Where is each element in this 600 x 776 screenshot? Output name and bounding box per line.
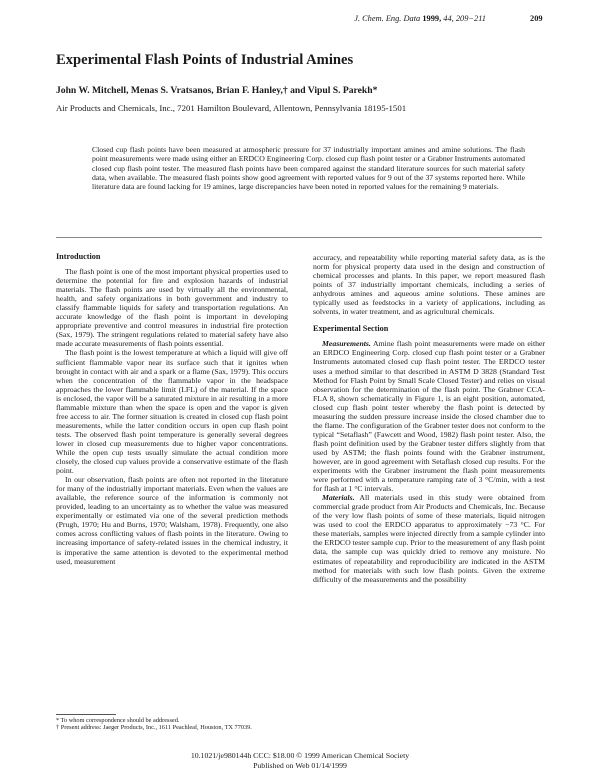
page-footer xyxy=(0,751,600,770)
section-divider xyxy=(56,237,542,238)
measurements-text: Amine flash point measurements were made on either an ERDCO Engineering Corp. closed cup flash point tester or a Grabner Instruments automated closed cup flash point tester. The ERDCO tester uses a method similar to that described in ASTM D 3828 (Standard Test Method for Flash Point by Small Scale Closed Tester) and relies on visual observation for the determination of the flash point. The Grabner CCA-FLA 8, shown schematically in Figure 1, is an eight position, automated, closed cup flash point tester whereby the flash point is detected by measuring the sudden pressure increase inside the closed chamber due to the flame. The configuration of the Grabner tester does not conform to the typical “Setaflash” (Fawcett and Wood, 1982) flash point tester. Also, the flash point definition used by the Grabner tester differs slightly from that used by ASTM; the flash points found with the Grabner instrument, however, are in good agreement with Setaflash closed cup results. For the experiments with the Grabner instrument the flash point measurements were performed with a temperature ramping rate of 3 °C/min, with a test for flash at 1 °C intervals. xyxy=(313,339,545,494)
paper-title: Experimental Flash Points of Industrial Amines xyxy=(56,52,354,68)
experimental-heading: Experimental Section xyxy=(313,324,389,334)
introduction-heading: Introduction xyxy=(56,252,101,261)
footer-doi: 10.1021/je980144h CCC: $18.00 © 1999 American Chemical Society xyxy=(190,751,410,760)
footnote-divider xyxy=(56,714,116,715)
footnote-present-address: † Present address: Jaeger Products, Inc., 1611 Peachleaf, Houston, TX 77039. xyxy=(56,724,252,732)
footer-published: Published on Web 01/14/1999 xyxy=(253,760,347,770)
page-number: 209 xyxy=(530,14,543,23)
journal-name: J. Chem. Eng. Data xyxy=(354,14,421,23)
footnotes xyxy=(56,717,288,732)
journal-year: 1999, xyxy=(422,14,442,23)
affiliation: Air Products and Chemicals, Inc., 7201 Hamilton Boulevard, Allentown, Pennsylvania 18195-1501 xyxy=(56,103,407,113)
footnote-corresponding: * To whom correspondence should be addressed. xyxy=(56,717,180,724)
introduction-paragraph-3: In our observation, flash points are often not reported in the literature for many of the industrially important materials. Even when the values are available, the reference source of the information is commonly not provided, leading to an uncertainty as to whether the value was measured experimentally or estimated via one of the several prediction methods (Prugh, 1970; Hu and Burns, 1970; Walsham, 1978). Frequently, one also comes across conflicting values of flash points in the literature. Owing to increasing importance of safety-related issues in the chemical industry, it is imperative the same attention is devoted to the experimental method used, measurement xyxy=(56,475,288,566)
measurements-label: Measurements. xyxy=(322,339,371,349)
measurements-paragraph xyxy=(313,339,545,493)
author-list: John W. Mitchell, Menas S. Vratsanos, Brian F. Hanley,† and Vipul S. Parekh* xyxy=(56,85,378,96)
left-column xyxy=(56,252,288,566)
introduction-paragraph-2: The flash point is the lowest temperature at which a liquid will give off sufficient flammable vapor near its surface such that it ignites when brought in contact with air and a spark or a flame (Sax, 1979). This occurs when the concentration of the flammable vapor in the headspace approaches the lower flammable limit (LFL) of the material. If the space is enclosed, the vapor will be a saturated mixture in air resulting in a more flammable mixture than when the space is open and the vapor is given free access to air. The former situation is created in closed cup flash point measurements, while the latter condition occurs in open cup flash point tests. The observed flash point temperature is generally several degrees lower in closed cup measurements due to higher vapor concentrations. While the open cup tests usually simulate the actual condition more closely, the closed cup values provide a conservative estimate of the flash point. xyxy=(56,348,288,476)
right-column xyxy=(313,253,545,584)
introduction-paragraph-1: The flash point is one of the most important physical properties used to determine the potential for fire and explosion hazards of industrial materials. The flash points are used by virtually all the environmental, health, and safety organizations in both government and industry to classify flammable liquids for safety and transportation regulations. An accurate knowledge of the flash point is important in developing appropriate preventive and control measures in industrial fire protection (Sax, 1979). The stringent regulations related to material safety have also made accurate measurements of flash points essential. xyxy=(56,267,288,349)
materials-paragraph xyxy=(313,493,545,583)
materials-text: All materials used in this study were obtained from commercial grade product from Air Products and Chemicals, Inc. Because of the very low flash points of some of these materials, liquid nitrogen was used to cool the ERDCO apparatus to approximately −73 °C. For these materials, samples were injected directly from a sample cylinder into the ERDCO tester sample cup. Prior to the measurement of any flash point data, the sample cup was quickly dried to remove any moisture. No estimates of repeatability and reproducibility are indicated in the ASTM method for materials with such low flash points. Given the extreme difficulty of the measurements and the possibility xyxy=(313,493,545,584)
materials-label: Materials. xyxy=(322,493,355,503)
abstract: Closed cup flash points have been measured at atmospheric pressure for 37 industrially important amines and amine solutions. The flash point measurements were made using either an ERDCO Engineering Corp. closed cup flash point tester or a Grabner Instruments automated closed cup flash point tester. The measured flash points have been compared against the standard literature sources for such material safety data, when available. The measured flash points show good agreement with reported values for 9 out of the 37 systems reported here. While literature data are found lacking for 19 amines, large discrepancies have been noted in reported values for the remaining 9 materials. xyxy=(92,145,525,191)
introduction-continuation: accuracy, and repeatability while reporting material safety data, as is the norm for physical property data used in the design and construction of chemical processes and plants. In this paper, we report measured flash points of 37 industrially important chemicals, including a series of anhydrous amines and aqueous amine solutions. These amines are typically used as feedstocks in a variety of applications, including as solvents, in water treatment, and as agricultural chemicals. xyxy=(313,253,545,317)
journal-volume-pages: 44, 209−211 xyxy=(443,14,486,23)
journal-citation xyxy=(0,14,486,23)
